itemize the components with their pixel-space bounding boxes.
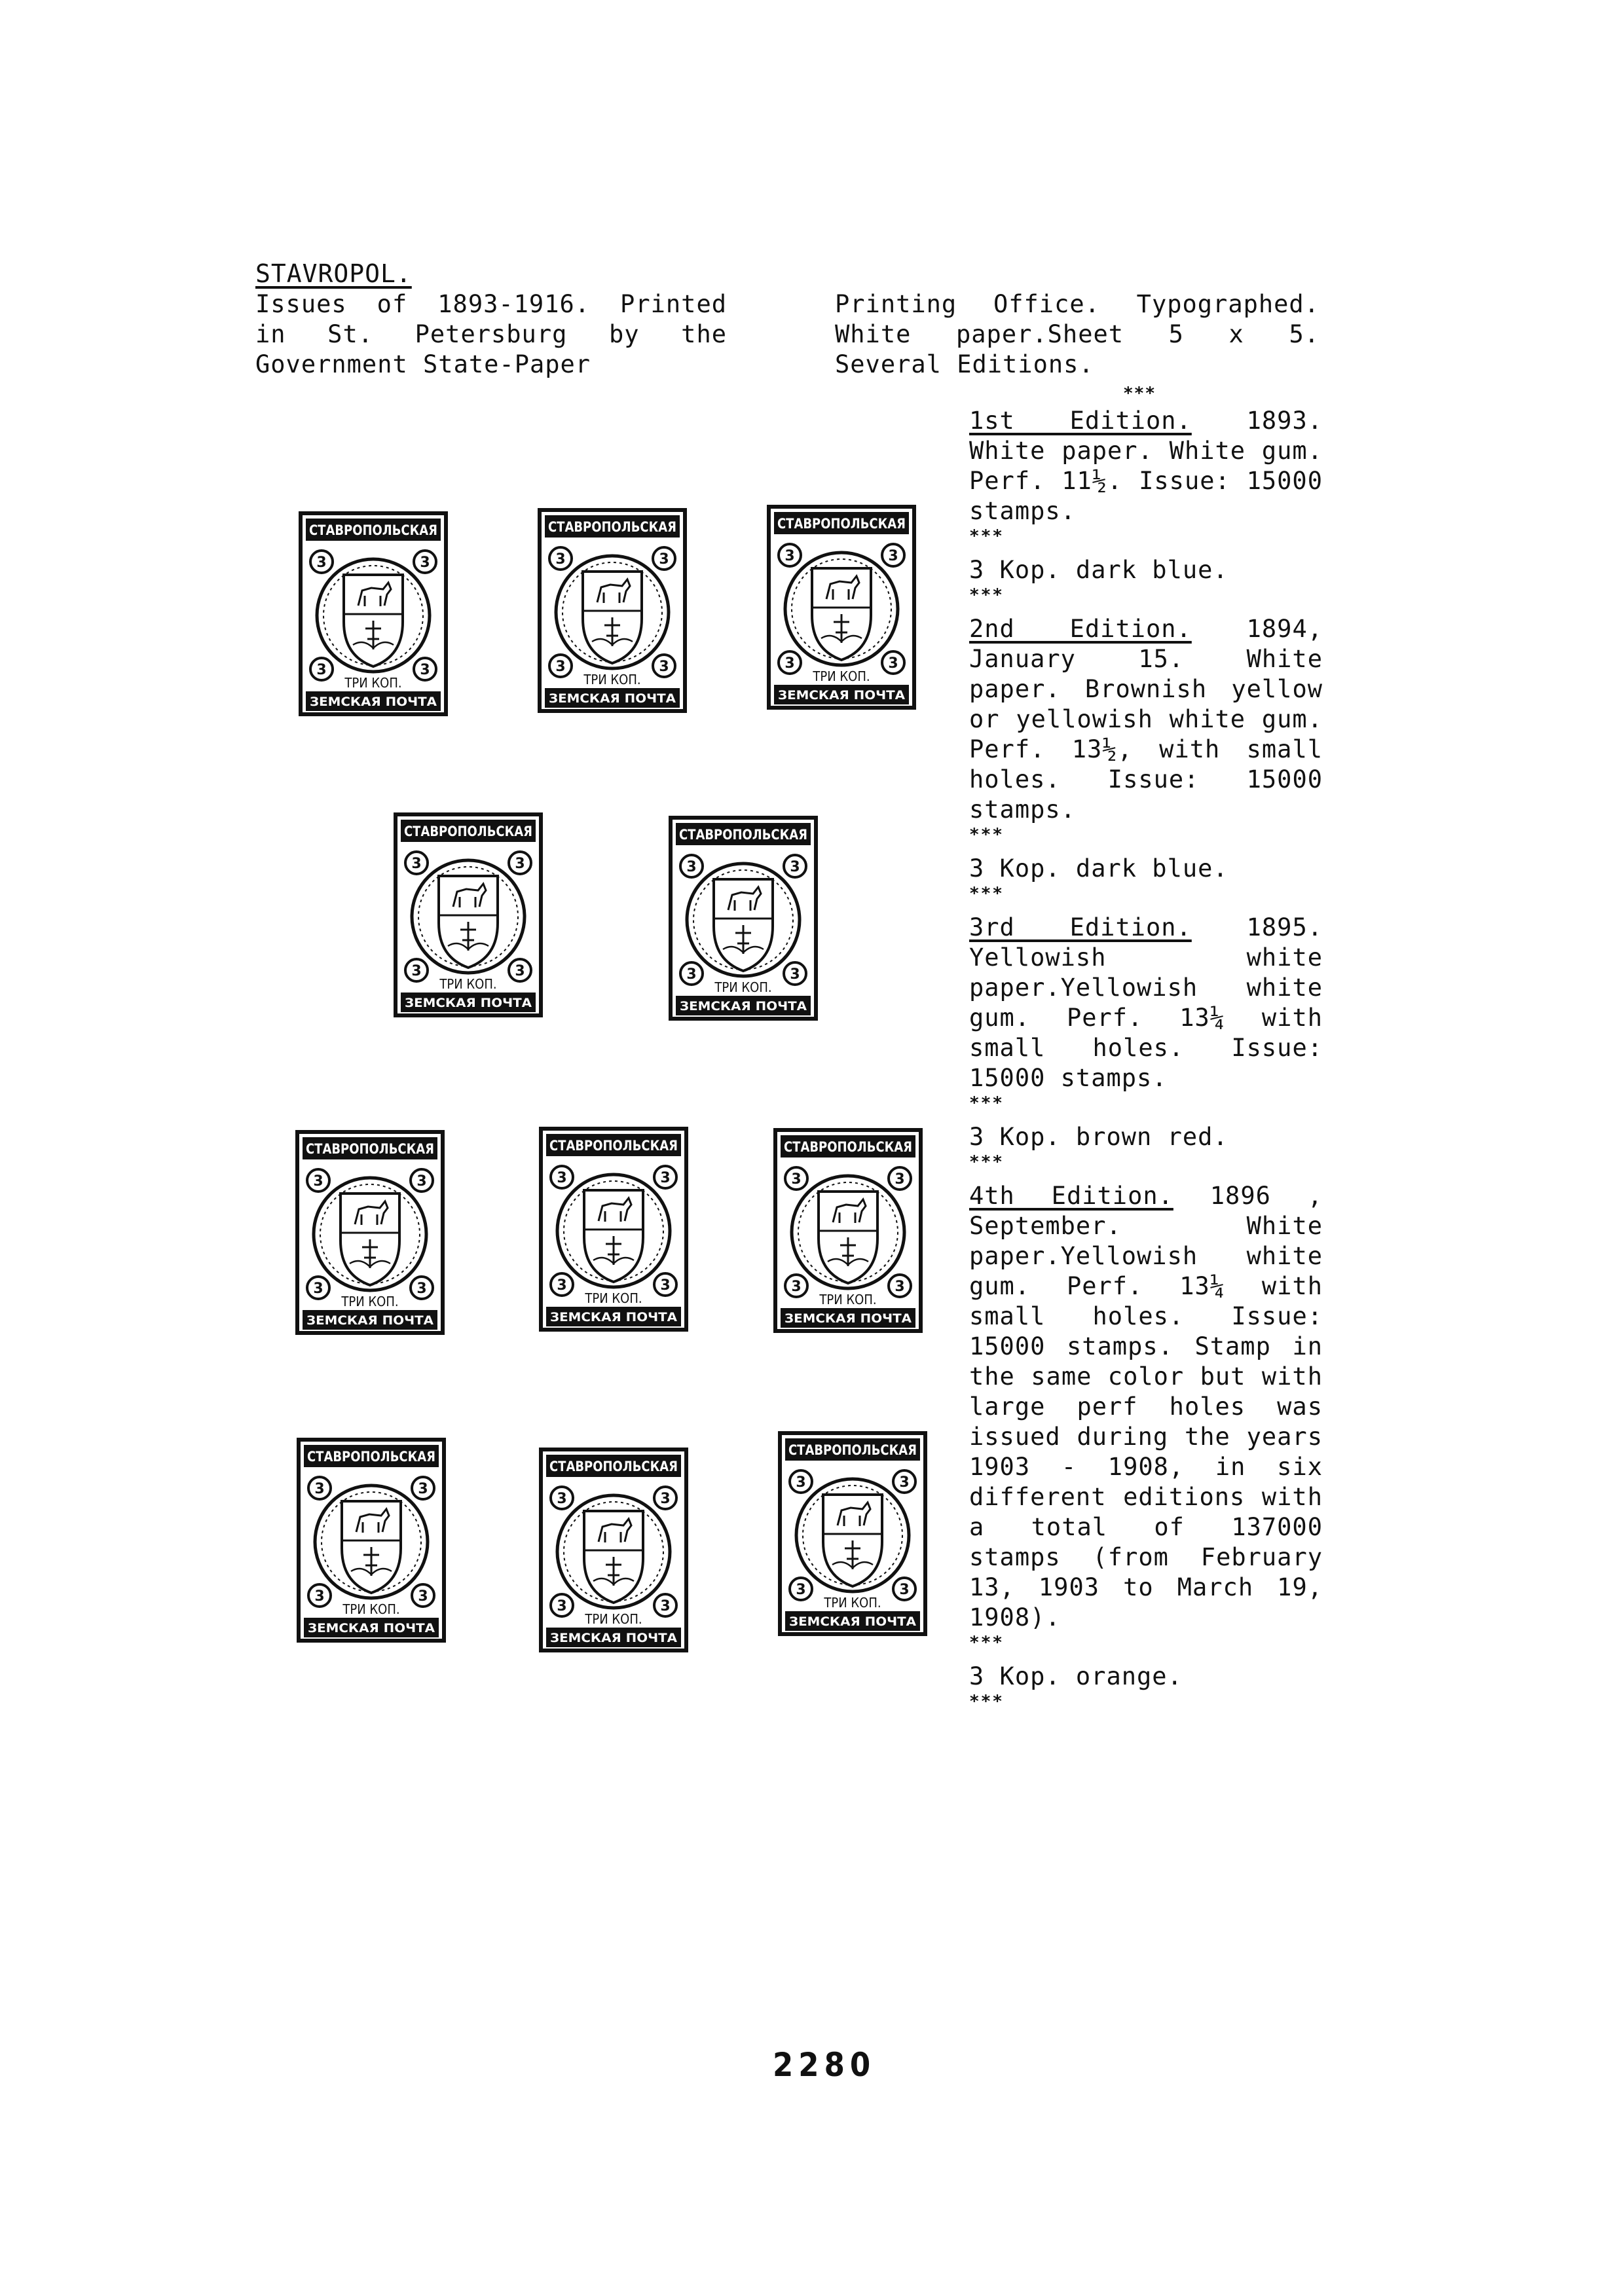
- svg-text:ТРИ КОП.: ТРИ КОП.: [813, 668, 870, 684]
- svg-text:3: 3: [557, 1598, 567, 1614]
- editions-column: [969, 406, 1323, 1714]
- stamp-image: [668, 815, 819, 1021]
- svg-text:ТРИ КОП.: ТРИ КОП.: [819, 1292, 877, 1307]
- svg-text:3: 3: [784, 548, 795, 564]
- svg-text:3: 3: [686, 859, 697, 875]
- svg-text:3: 3: [555, 659, 566, 675]
- svg-text:СТАВРОПОЛЬСКАЯ: СТАВРОПОЛЬСКАЯ: [548, 519, 676, 535]
- edition-text: 1894, January 15. White paper. Brownish yellow or yellowish white gum. Perf. 13½, with small holes. Issue: 15000 stamps.: [969, 615, 1323, 824]
- edition-text: 1896 , September. White paper.Yellowish white gum. Perf. 13¼ with small holes. Issue: 15000 stamps. Stamp in the same color but with large perf holes was issued during the years 1903 - 1908, in six different editions with a total of 137000 stamps (from February 13, 1903 to March 19, 1908).: [969, 1182, 1323, 1631]
- svg-text:ТРИ КОП.: ТРИ КОП.: [439, 976, 497, 992]
- separator-stars: ***: [969, 1633, 1004, 1652]
- svg-text:СТАВРОПОЛЬСКАЯ: СТАВРОПОЛЬСКАЯ: [777, 516, 906, 532]
- svg-text:3: 3: [416, 1281, 427, 1297]
- svg-text:3: 3: [418, 1588, 428, 1605]
- svg-text:СТАВРОПОЛЬСКАЯ: СТАВРОПОЛЬСКАЯ: [404, 824, 532, 839]
- svg-text:ЗЕМСКАЯ ПОЧТА: ЗЕМСКАЯ ПОЧТА: [549, 691, 676, 706]
- svg-text:СТАВРОПОЛЬСКАЯ: СТАВРОПОЛЬСКАЯ: [549, 1138, 678, 1154]
- svg-text:3: 3: [411, 963, 422, 979]
- svg-text:3: 3: [796, 1582, 806, 1598]
- svg-text:ЗЕМСКАЯ ПОЧТА: ЗЕМСКАЯ ПОЧТА: [308, 1621, 435, 1635]
- svg-text:3: 3: [420, 555, 430, 571]
- svg-text:3: 3: [686, 966, 697, 983]
- svg-text:3: 3: [660, 1491, 671, 1507]
- edition-heading: 2nd Edition.: [969, 615, 1192, 643]
- svg-text:3: 3: [660, 1598, 671, 1614]
- svg-text:3: 3: [313, 1173, 323, 1190]
- edition-3: [969, 913, 1323, 1093]
- svg-text:3: 3: [659, 659, 669, 675]
- svg-text:ТРИ КОП.: ТРИ КОП.: [344, 675, 402, 691]
- stamp-image: [295, 1129, 445, 1336]
- edition-heading: 3rd Edition.: [969, 913, 1192, 941]
- separator-stars: ***: [969, 1692, 1004, 1711]
- svg-text:3: 3: [660, 1277, 671, 1294]
- edition-price: 3 Kop. dark blue.: [969, 854, 1228, 883]
- edition-4: [969, 1181, 1323, 1633]
- svg-text:3: 3: [515, 856, 525, 872]
- svg-text:3: 3: [313, 1281, 323, 1297]
- intro-text-right: Printing Office. Typographed. White paper.Sheet 5 x 5. Several Editions.: [835, 290, 1320, 378]
- svg-text:ТРИ КОП.: ТРИ КОП.: [585, 1290, 642, 1306]
- svg-text:3: 3: [314, 1588, 325, 1605]
- svg-text:3: 3: [316, 662, 327, 678]
- svg-text:3: 3: [420, 662, 430, 678]
- svg-text:ЗЕМСКАЯ ПОЧТА: ЗЕМСКАЯ ПОЧТА: [784, 1311, 912, 1326]
- svg-text:ЗЕМСКАЯ ПОЧТА: ЗЕМСКАЯ ПОЧТА: [789, 1614, 917, 1629]
- svg-text:ТРИ КОП.: ТРИ КОП.: [342, 1601, 400, 1617]
- svg-text:ЗЕМСКАЯ ПОЧТА: ЗЕМСКАЯ ПОЧТА: [306, 1313, 434, 1328]
- svg-text:СТАВРОПОЛЬСКАЯ: СТАВРОПОЛЬСКАЯ: [549, 1459, 678, 1474]
- svg-text:ТРИ КОП.: ТРИ КОП.: [585, 1611, 642, 1627]
- svg-text:3: 3: [316, 555, 327, 571]
- stamp-image: [298, 511, 449, 717]
- stamp-image: [537, 507, 688, 714]
- svg-text:СТАВРОПОЛЬСКАЯ: СТАВРОПОЛЬСКАЯ: [307, 1449, 435, 1465]
- separator-stars: ***: [969, 884, 1004, 903]
- svg-text:3: 3: [555, 551, 566, 568]
- svg-text:СТАВРОПОЛЬСКАЯ: СТАВРОПОЛЬСКАЯ: [309, 522, 437, 538]
- svg-text:3: 3: [515, 963, 525, 979]
- separator-stars: ***: [969, 1093, 1004, 1113]
- separator-stars: ***: [969, 585, 1004, 605]
- svg-text:3: 3: [791, 1171, 802, 1188]
- svg-text:3: 3: [895, 1171, 905, 1188]
- svg-text:ТРИ КОП.: ТРИ КОП.: [583, 672, 641, 687]
- stamp-image: [773, 1127, 923, 1334]
- separator-stars: ***: [969, 825, 1004, 845]
- svg-text:ЗЕМСКАЯ ПОЧТА: ЗЕМСКАЯ ПОЧТА: [310, 695, 437, 709]
- svg-text:ЗЕМСКАЯ ПОЧТА: ЗЕМСКАЯ ПОЧТА: [778, 688, 906, 702]
- stamp-image: [766, 504, 917, 710]
- edition-2: [969, 614, 1323, 825]
- separator-stars: ***: [1123, 384, 1156, 403]
- separator-stars: ***: [969, 1152, 1004, 1172]
- svg-text:3: 3: [899, 1474, 910, 1491]
- page-title: STAVROPOL.: [255, 259, 412, 288]
- svg-text:ЗЕМСКАЯ ПОЧТА: ЗЕМСКАЯ ПОЧТА: [550, 1631, 678, 1645]
- edition-price: 3 Kop. dark blue.: [969, 556, 1228, 584]
- svg-text:3: 3: [784, 655, 795, 672]
- svg-text:ТРИ КОП.: ТРИ КОП.: [714, 979, 772, 995]
- svg-text:3: 3: [790, 966, 800, 983]
- svg-text:ЗЕМСКАЯ ПОЧТА: ЗЕМСКАЯ ПОЧТА: [680, 999, 807, 1013]
- svg-text:3: 3: [796, 1474, 806, 1491]
- svg-text:3: 3: [659, 551, 669, 568]
- edition-heading: 4th Edition.: [969, 1182, 1173, 1210]
- svg-text:СТАВРОПОЛЬСКАЯ: СТАВРОПОЛЬСКАЯ: [679, 827, 807, 843]
- page-number: 2280: [773, 2046, 876, 2084]
- svg-text:3: 3: [418, 1481, 428, 1497]
- separator-stars: ***: [969, 526, 1004, 546]
- svg-text:3: 3: [790, 859, 800, 875]
- svg-text:3: 3: [411, 856, 422, 872]
- svg-text:СТАВРОПОЛЬСКАЯ: СТАВРОПОЛЬСКАЯ: [306, 1141, 434, 1157]
- svg-text:3: 3: [660, 1170, 671, 1186]
- edition-heading: 1st Edition.: [969, 407, 1192, 435]
- svg-text:3: 3: [888, 655, 898, 672]
- svg-text:3: 3: [314, 1481, 325, 1497]
- svg-text:ЗЕМСКАЯ ПОЧТА: ЗЕМСКАЯ ПОЧТА: [405, 996, 532, 1010]
- stamp-image: [393, 812, 544, 1018]
- edition-text: 1895. Yellowish white paper.Yellowish white gum. Perf. 13¼ with small holes. Issue: 15000 stamps.: [969, 913, 1323, 1092]
- svg-text:3: 3: [416, 1173, 427, 1190]
- stamp-image: [296, 1437, 447, 1643]
- svg-text:3: 3: [557, 1170, 567, 1186]
- edition-1: [969, 406, 1323, 526]
- svg-text:ТРИ КОП.: ТРИ КОП.: [341, 1294, 399, 1309]
- svg-text:СТАВРОПОЛЬСКАЯ: СТАВРОПОЛЬСКАЯ: [788, 1442, 917, 1458]
- svg-text:3: 3: [899, 1582, 910, 1598]
- svg-text:3: 3: [895, 1279, 905, 1295]
- svg-text:СТАВРОПОЛЬСКАЯ: СТАВРОПОЛЬСКАЯ: [784, 1139, 912, 1155]
- svg-text:3: 3: [888, 548, 898, 564]
- svg-text:ЗЕМСКАЯ ПОЧТА: ЗЕМСКАЯ ПОЧТА: [550, 1310, 678, 1324]
- stamp-image: [538, 1447, 689, 1653]
- intro-text-left: Issues of 1893-1916. Printed in St. Petersburg by the Government State-Paper: [255, 290, 727, 378]
- svg-text:3: 3: [557, 1277, 567, 1294]
- edition-price: 3 Kop. orange.: [969, 1662, 1183, 1690]
- stamp-image: [538, 1126, 689, 1332]
- svg-text:3: 3: [557, 1491, 567, 1507]
- edition-price: 3 Kop. brown red.: [969, 1123, 1228, 1151]
- stamp-image: [777, 1430, 928, 1637]
- svg-text:ТРИ КОП.: ТРИ КОП.: [824, 1595, 881, 1611]
- svg-text:3: 3: [791, 1279, 802, 1295]
- edition-text: 1893. White paper. White gum. Perf. 11½. Issue: 15000 stamps.: [969, 407, 1323, 525]
